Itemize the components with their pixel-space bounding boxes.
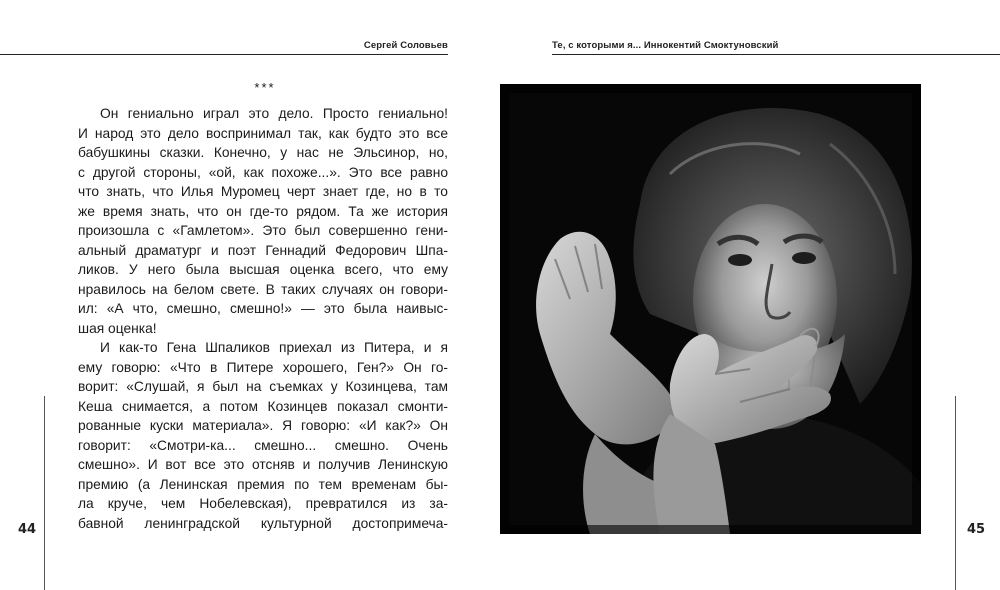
portrait-photo — [500, 84, 921, 534]
text-line: ворит: «Слушай, я был на съемках у Козинцева, там — [78, 379, 448, 394]
section-separator: *** — [254, 80, 276, 95]
text-line: Кеша снимается, а потом Козинцев показал смонти- — [78, 398, 448, 414]
right-side-rule — [955, 396, 956, 590]
text-line: же время знать, что он где-то рядом. Та же история — [78, 203, 448, 219]
left-side-rule — [44, 396, 45, 590]
text-line: смешно». И вот все это отсняв и получив Ленинскую — [78, 457, 448, 472]
body-text — [78, 104, 448, 533]
text-line: рованные куски материала». Я говорю: «И как?» Он — [78, 418, 448, 433]
right-running-head: Те, с которыми я... Иннокентий Смоктуновский — [552, 40, 779, 51]
text-line: альный драматург и поэт Геннадий Федорович Шпа- — [78, 242, 448, 258]
portrait-illustration — [500, 84, 921, 534]
right-header-rule — [552, 54, 1000, 55]
left-page-number: 44 — [18, 522, 37, 537]
text-line: И как-то Гена Шпаликов приехал из Питера, и я — [100, 340, 448, 355]
text-line: Он гениально играл это дело. Просто гениально! — [100, 106, 448, 121]
text-line: бавной ленинградской культурной достопримеча- — [78, 515, 448, 531]
text-line: что знать, что Илья Муромец черт знает где, но в то — [78, 184, 448, 199]
text-line: ил: «А что, смешно, смешно!» — это была наивыс- — [78, 301, 448, 316]
text-line: бабушкины сказки. Конечно, у нас не Эльсинор, но, — [78, 145, 448, 160]
left-running-head: Сергей Соловьев — [363, 40, 448, 51]
text-line: ликов. У него была высшая оценка всего, что ему — [78, 262, 448, 277]
text-line: говорит: «Смотри-ка... смешно... смешно. Очень — [78, 437, 448, 453]
text-line: И народ это дело воспринимал так, как будто это все — [78, 125, 448, 141]
text-line: ему говорю: «Что в Питере хорошего, Ген?» Он го- — [78, 359, 448, 375]
right-page-number: 45 — [967, 522, 986, 537]
text-line: ла круче, чем Нобелевская), превратился из за- — [78, 496, 448, 511]
text-line: с другой стороны, «ой, как похоже...». Это все равно — [78, 164, 448, 180]
left-header-rule — [0, 54, 448, 55]
text-line: нравилось на белом свете. В таких случаях он говори- — [78, 281, 448, 297]
text-line: шая оценка! — [78, 320, 157, 336]
text-line: произошла с «Гамлетом». Это был совершенно гени- — [78, 223, 448, 238]
text-line: премию (а Ленинская премия по тем временам бы- — [78, 476, 448, 492]
